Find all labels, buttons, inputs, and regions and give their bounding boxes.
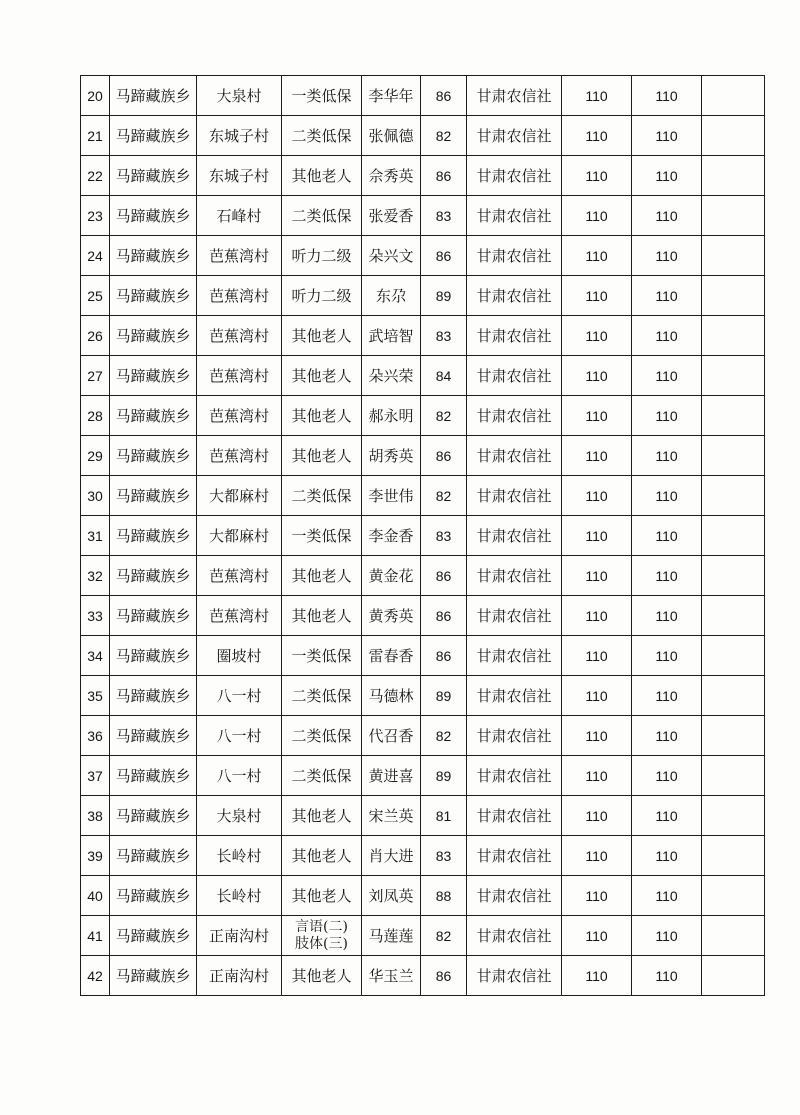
township-cell: 马蹄藏族乡 [110,956,197,996]
table-row [81,836,765,876]
age-cell: 86 [421,156,467,196]
township-cell: 马蹄藏族乡 [110,836,197,876]
row-number-cell: 40 [81,876,110,916]
village-cell: 正南沟村 [197,956,282,996]
amount-b-cell: 110 [632,956,702,996]
category-cell: 其他老人 [282,836,362,876]
amount-b-cell: 110 [632,756,702,796]
remark-cell [702,756,765,796]
name-cell: 代召香 [362,716,421,756]
remark-cell [702,676,765,716]
bank-cell: 甘肃农信社 [467,76,562,116]
name-cell: 武培智 [362,316,421,356]
table-row [81,556,765,596]
amount-a-cell: 110 [562,836,632,876]
category-cell: 其他老人 [282,316,362,356]
amount-b-cell: 110 [632,476,702,516]
amount-a-cell: 110 [562,756,632,796]
remark-cell [702,716,765,756]
remark-cell [702,156,765,196]
remark-cell [702,596,765,636]
amount-a-cell: 110 [562,716,632,756]
row-number-cell: 33 [81,596,110,636]
row-number-cell: 35 [81,676,110,716]
category-cell: 其他老人 [282,956,362,996]
amount-a-cell: 110 [562,516,632,556]
name-cell: 李金香 [362,516,421,556]
table-row [81,916,765,956]
village-cell: 大泉村 [197,796,282,836]
township-cell: 马蹄藏族乡 [110,396,197,436]
township-cell: 马蹄藏族乡 [110,876,197,916]
remark-cell [702,516,765,556]
village-cell: 芭蕉湾村 [197,436,282,476]
name-cell: 雷春香 [362,636,421,676]
amount-b-cell: 110 [632,636,702,676]
table-row [81,476,765,516]
bank-cell: 甘肃农信社 [467,956,562,996]
amount-b-cell: 110 [632,356,702,396]
township-cell: 马蹄藏族乡 [110,596,197,636]
village-cell: 芭蕉湾村 [197,356,282,396]
category-cell: 一类低保 [282,516,362,556]
category-cell: 其他老人 [282,436,362,476]
township-cell: 马蹄藏族乡 [110,436,197,476]
amount-a-cell: 110 [562,796,632,836]
amount-b-cell: 110 [632,116,702,156]
bank-cell: 甘肃农信社 [467,876,562,916]
amount-b-cell: 110 [632,436,702,476]
bank-cell: 甘肃农信社 [467,116,562,156]
bank-cell: 甘肃农信社 [467,436,562,476]
category-cell: 二类低保 [282,116,362,156]
amount-b-cell: 110 [632,676,702,716]
age-cell: 86 [421,556,467,596]
row-number-cell: 24 [81,236,110,276]
row-number-cell: 22 [81,156,110,196]
age-cell: 86 [421,596,467,636]
name-cell: 黄进喜 [362,756,421,796]
name-cell: 马莲莲 [362,916,421,956]
remark-cell [702,396,765,436]
remark-cell [702,356,765,396]
remark-cell [702,916,765,956]
amount-a-cell: 110 [562,356,632,396]
bank-cell: 甘肃农信社 [467,596,562,636]
table-row [81,276,765,316]
amount-a-cell: 110 [562,236,632,276]
village-cell: 圈坡村 [197,636,282,676]
remark-cell [702,236,765,276]
row-number-cell: 36 [81,716,110,756]
row-number-cell: 23 [81,196,110,236]
name-cell: 宋兰英 [362,796,421,836]
township-cell: 马蹄藏族乡 [110,916,197,956]
bank-cell: 甘肃农信社 [467,796,562,836]
name-cell: 张爱香 [362,196,421,236]
name-cell: 华玉兰 [362,956,421,996]
table-row [81,676,765,716]
row-number-cell: 41 [81,916,110,956]
table-row [81,76,765,116]
township-cell: 马蹄藏族乡 [110,116,197,156]
category-cell: 其他老人 [282,356,362,396]
row-number-cell: 20 [81,76,110,116]
village-cell: 芭蕉湾村 [197,556,282,596]
table-row [81,356,765,396]
amount-a-cell: 110 [562,556,632,596]
bank-cell: 甘肃农信社 [467,396,562,436]
age-cell: 89 [421,756,467,796]
amount-b-cell: 110 [632,876,702,916]
amount-b-cell: 110 [632,76,702,116]
village-cell: 正南沟村 [197,916,282,956]
name-cell: 黄秀英 [362,596,421,636]
amount-a-cell: 110 [562,596,632,636]
age-cell: 81 [421,796,467,836]
remark-cell [702,276,765,316]
row-number-cell: 37 [81,756,110,796]
amount-a-cell: 110 [562,676,632,716]
table-row [81,116,765,156]
table-row [81,316,765,356]
remark-cell [702,556,765,596]
row-number-cell: 28 [81,396,110,436]
age-cell: 86 [421,76,467,116]
village-cell: 八一村 [197,756,282,796]
amount-b-cell: 110 [632,836,702,876]
amount-a-cell: 110 [562,396,632,436]
remark-cell [702,836,765,876]
amount-b-cell: 110 [632,916,702,956]
age-cell: 88 [421,876,467,916]
table-row [81,796,765,836]
row-number-cell: 27 [81,356,110,396]
bank-cell: 甘肃农信社 [467,476,562,516]
name-cell: 胡秀英 [362,436,421,476]
village-cell: 八一村 [197,676,282,716]
amount-b-cell: 110 [632,196,702,236]
table-row [81,596,765,636]
bank-cell: 甘肃农信社 [467,236,562,276]
village-cell: 大都麻村 [197,476,282,516]
table-row [81,436,765,476]
name-cell: 李华年 [362,76,421,116]
table-row [81,636,765,676]
remark-cell [702,476,765,516]
category-cell: 其他老人 [282,596,362,636]
township-cell: 马蹄藏族乡 [110,476,197,516]
age-cell: 82 [421,916,467,956]
township-cell: 马蹄藏族乡 [110,716,197,756]
table-row [81,876,765,916]
age-cell: 82 [421,476,467,516]
township-cell: 马蹄藏族乡 [110,156,197,196]
category-cell: 一类低保 [282,636,362,676]
village-cell: 长岭村 [197,836,282,876]
amount-a-cell: 110 [562,196,632,236]
amount-a-cell: 110 [562,476,632,516]
row-number-cell: 42 [81,956,110,996]
age-cell: 82 [421,716,467,756]
table-row [81,716,765,756]
name-cell: 李世伟 [362,476,421,516]
remark-cell [702,956,765,996]
category-cell: 一类低保 [282,76,362,116]
amount-b-cell: 110 [632,316,702,356]
village-cell: 芭蕉湾村 [197,396,282,436]
category-cell: 二类低保 [282,196,362,236]
category-cell: 其他老人 [282,796,362,836]
remark-cell [702,796,765,836]
amount-b-cell: 110 [632,276,702,316]
row-number-cell: 25 [81,276,110,316]
age-cell: 84 [421,356,467,396]
category-cell: 二类低保 [282,476,362,516]
amount-a-cell: 110 [562,316,632,356]
name-cell: 马德林 [362,676,421,716]
row-number-cell: 38 [81,796,110,836]
category-cell: 听力二级 [282,236,362,276]
bank-cell: 甘肃农信社 [467,836,562,876]
amount-a-cell: 110 [562,916,632,956]
table-body [81,76,765,996]
age-cell: 86 [421,236,467,276]
table-row [81,396,765,436]
township-cell: 马蹄藏族乡 [110,756,197,796]
bank-cell: 甘肃农信社 [467,516,562,556]
township-cell: 马蹄藏族乡 [110,276,197,316]
category-cell: 二类低保 [282,716,362,756]
category-cell: 其他老人 [282,156,362,196]
village-cell: 长岭村 [197,876,282,916]
row-number-cell: 29 [81,436,110,476]
bank-cell: 甘肃农信社 [467,156,562,196]
name-cell: 东尕 [362,276,421,316]
village-cell: 大泉村 [197,76,282,116]
table-row [81,756,765,796]
name-cell: 佘秀英 [362,156,421,196]
amount-b-cell: 110 [632,156,702,196]
age-cell: 82 [421,396,467,436]
name-cell: 张佩德 [362,116,421,156]
village-cell: 芭蕉湾村 [197,596,282,636]
category-cell: 其他老人 [282,396,362,436]
category-cell: 二类低保 [282,676,362,716]
amount-b-cell: 110 [632,396,702,436]
row-number-cell: 26 [81,316,110,356]
category-cell: 二类低保 [282,756,362,796]
amount-a-cell: 110 [562,876,632,916]
village-cell: 东城子村 [197,156,282,196]
category-cell: 其他老人 [282,876,362,916]
age-cell: 82 [421,116,467,156]
remark-cell [702,436,765,476]
township-cell: 马蹄藏族乡 [110,516,197,556]
table-row [81,236,765,276]
remark-cell [702,116,765,156]
bank-cell: 甘肃农信社 [467,316,562,356]
row-number-cell: 34 [81,636,110,676]
township-cell: 马蹄藏族乡 [110,676,197,716]
amount-a-cell: 110 [562,116,632,156]
name-cell: 黄金花 [362,556,421,596]
age-cell: 86 [421,956,467,996]
row-number-cell: 31 [81,516,110,556]
township-cell: 马蹄藏族乡 [110,356,197,396]
age-cell: 83 [421,836,467,876]
bank-cell: 甘肃农信社 [467,916,562,956]
category-cell: 言语(二) 肢体(三) [282,916,362,956]
bank-cell: 甘肃农信社 [467,716,562,756]
remark-cell [702,636,765,676]
village-cell: 八一村 [197,716,282,756]
amount-b-cell: 110 [632,236,702,276]
amount-a-cell: 110 [562,276,632,316]
remark-cell [702,76,765,116]
bank-cell: 甘肃农信社 [467,276,562,316]
name-cell: 朵兴文 [362,236,421,276]
subsidy-roster-table [80,75,765,996]
township-cell: 马蹄藏族乡 [110,796,197,836]
name-cell: 朵兴荣 [362,356,421,396]
name-cell: 刘凤英 [362,876,421,916]
amount-b-cell: 110 [632,516,702,556]
village-cell: 东城子村 [197,116,282,156]
amount-a-cell: 110 [562,956,632,996]
amount-b-cell: 110 [632,796,702,836]
row-number-cell: 39 [81,836,110,876]
bank-cell: 甘肃农信社 [467,556,562,596]
table-row [81,956,765,996]
name-cell: 肖大进 [362,836,421,876]
village-cell: 大都麻村 [197,516,282,556]
age-cell: 83 [421,316,467,356]
bank-cell: 甘肃农信社 [467,356,562,396]
amount-a-cell: 110 [562,156,632,196]
township-cell: 马蹄藏族乡 [110,236,197,276]
township-cell: 马蹄藏族乡 [110,556,197,596]
amount-a-cell: 110 [562,436,632,476]
age-cell: 83 [421,516,467,556]
row-number-cell: 21 [81,116,110,156]
table-row [81,516,765,556]
village-cell: 芭蕉湾村 [197,316,282,356]
bank-cell: 甘肃农信社 [467,676,562,716]
age-cell: 83 [421,196,467,236]
age-cell: 86 [421,436,467,476]
amount-a-cell: 110 [562,76,632,116]
township-cell: 马蹄藏族乡 [110,636,197,676]
township-cell: 马蹄藏族乡 [110,316,197,356]
row-number-cell: 30 [81,476,110,516]
amount-b-cell: 110 [632,556,702,596]
category-cell: 其他老人 [282,556,362,596]
township-cell: 马蹄藏族乡 [110,196,197,236]
village-cell: 芭蕉湾村 [197,276,282,316]
category-cell: 听力二级 [282,276,362,316]
village-cell: 石峰村 [197,196,282,236]
village-cell: 芭蕉湾村 [197,236,282,276]
township-cell: 马蹄藏族乡 [110,76,197,116]
amount-b-cell: 110 [632,716,702,756]
amount-a-cell: 110 [562,636,632,676]
remark-cell [702,196,765,236]
bank-cell: 甘肃农信社 [467,756,562,796]
age-cell: 86 [421,636,467,676]
table-row [81,156,765,196]
bank-cell: 甘肃农信社 [467,196,562,236]
row-number-cell: 32 [81,556,110,596]
age-cell: 89 [421,676,467,716]
amount-b-cell: 110 [632,596,702,636]
remark-cell [702,316,765,356]
age-cell: 89 [421,276,467,316]
remark-cell [702,876,765,916]
name-cell: 郝永明 [362,396,421,436]
bank-cell: 甘肃农信社 [467,636,562,676]
table-row [81,196,765,236]
